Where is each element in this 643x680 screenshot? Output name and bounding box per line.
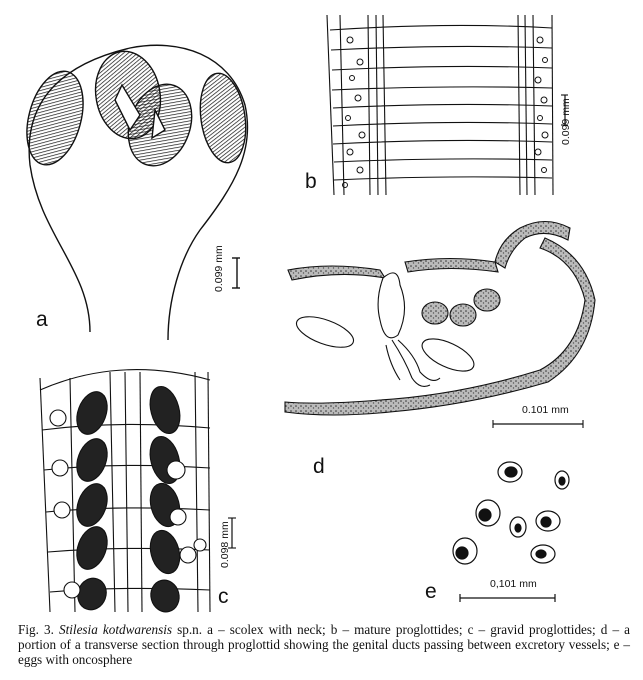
panel-c-scale-label: 0.098 mm [219, 521, 231, 568]
panel-c-letter: c [218, 585, 229, 608]
panel-b-letter: b [305, 170, 317, 193]
panel-a-letter: a [36, 308, 48, 331]
panel-d-letter: d [313, 455, 325, 478]
caption-prefix: Fig. 3. [18, 622, 54, 637]
caption-species: Stilesia kotdwarensis [58, 622, 173, 637]
panel-e-letter: e [425, 580, 437, 603]
panel-d-scale-label: 0.101 mm [522, 404, 569, 416]
panel-b-scale-label: 0.099 mm [560, 98, 572, 145]
panel-c-gravid-proglottides [40, 370, 236, 615]
caption-text: sp.n. a – scolex with neck; b – mature proglottides; c – gravid proglottides; d – a portion of a transverse section through proglottid showing the genital ducts passing between excretory vessels; e – eggs with oncosphere [18, 622, 631, 667]
panel-a-scolex [17, 45, 251, 340]
panel-e-scale-label: 0,101 mm [490, 578, 537, 590]
panel-b-mature-proglottides [327, 15, 568, 195]
figure-caption [18, 622, 630, 667]
panel-d-transverse-section [285, 222, 595, 429]
panel-a-scale-label: 0.099 mm [213, 245, 225, 292]
